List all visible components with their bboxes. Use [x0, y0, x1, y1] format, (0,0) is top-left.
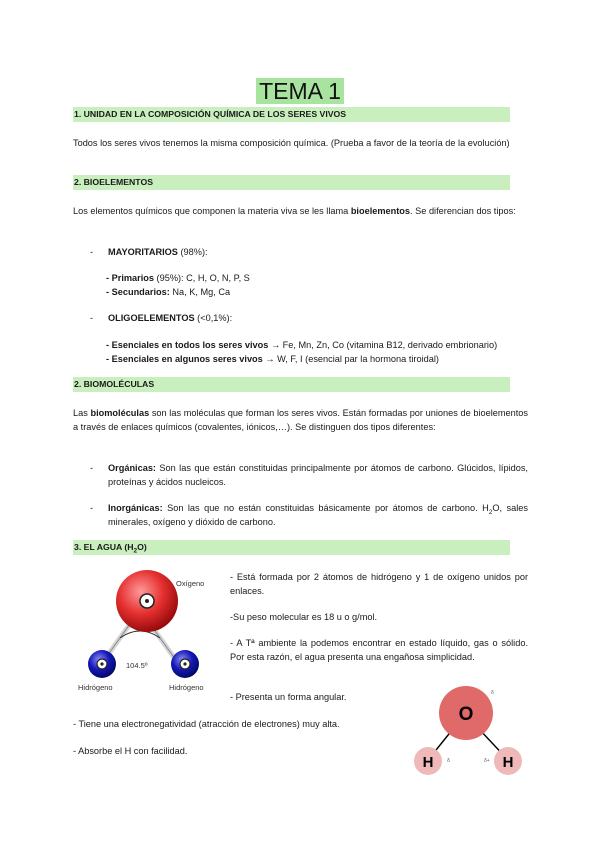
- section-heading-bioelementos: 2. BIOELEMENTOS: [73, 175, 510, 190]
- h-label-left: H: [422, 754, 434, 771]
- hydrogen-label-left: Hidrógeno: [78, 683, 113, 692]
- h-label-right: H: [502, 754, 514, 771]
- sec1-paragraph: Todos los seres vivos tenemos la misma composición química. (Prueba a favor de la teoría de la evolución): [73, 138, 510, 148]
- bullet-dash: -: [90, 463, 94, 473]
- agua-point-6: - Absorbe el H con facilidad.: [73, 746, 188, 756]
- inorganicas-item: Inorgánicas: Son las que no están constituidas básicamente por átomos de carbono. $H_2O$, sales minerales, oxígeno y dióxido de carbono.: [108, 503, 529, 527]
- oligoelementos-heading: OLIGOELEMENTOS (<0,1%):: [108, 313, 233, 323]
- o-label: O: [458, 704, 474, 725]
- esenciales-todos-line: - Esenciales en todos los seres vivos → Fe, Mn, Zn, Co (vitamina B12, derivado embrionario): [106, 340, 498, 350]
- agua-point-2: -Su peso molecular es 18 u o g/mol.: [230, 612, 378, 622]
- agua-point-3: - A Tª ambiente la podemos encontrar en estado líquido, gas o sólido. Por esta razón, el agua presenta una engañosa simplicidad.: [230, 638, 528, 662]
- partial-charge-h-left: δ: [447, 758, 450, 764]
- bullet-dash: -: [90, 503, 94, 513]
- partial-charge-h-right: δ+: [484, 758, 490, 764]
- secundarios-line: - Secundarios: Na, K, Mg, Ca: [106, 287, 231, 297]
- partial-charge-o: δ: [491, 690, 494, 696]
- agua-point-4: - Presenta un forma angular.: [230, 692, 347, 702]
- primarios-line: - Primarios (95%): C, H, O, N, P, S: [106, 273, 250, 283]
- esenciales-algunos-line: - Esenciales en algunos seres vivos → W, F, I (esencial par la hormona tiroidal): [106, 354, 439, 364]
- bullet-dash: -: [90, 247, 94, 257]
- section-heading-agua: 3. EL AGUA $(H_2O)$: [73, 540, 510, 555]
- angle-label: 104.5º: [126, 661, 148, 670]
- page-title: TEMA 1: [0, 76, 600, 106]
- mayoritarios-heading: MAYORITARIOS (98%):: [108, 247, 208, 257]
- agua-point-1: - Está formada por 2 átomos de hidrógeno y 1 de oxígeno unidos por enlaces.: [230, 572, 528, 596]
- water-molecule-ball-stick-figure: [68, 560, 228, 695]
- section-heading-unidad: 1. UNIDAD EN LA COMPOSICIÓN QUÍMICA DE LOS SERES VIVOS: [73, 107, 510, 122]
- section-heading-biomoleculas: 2. BIOMOLÉCULAS: [73, 377, 510, 392]
- bullet-dash: -: [90, 313, 94, 323]
- sec3-intro: Las biomoléculas son las moléculas que forman los seres vivos. Están formadas por uniones de bioelementos a través de enlaces químicos (covalentes, iónicos,…). Se distinguen dos tipos diferentes:: [73, 408, 528, 432]
- organicas-item: Orgánicas: Son las que están constituidas principalmente por átomos de carbono. Glúcidos, lípidos, proteínas y ácidos nucleicos.: [108, 463, 528, 487]
- sec2-intro: Los elementos químicos que componen la materia viva se les llama bioelementos. Se diferencian dos tipos:: [73, 206, 516, 216]
- hydrogen-label-right: Hidrógeno: [169, 683, 204, 692]
- oxygen-label: Oxígeno: [176, 579, 205, 588]
- agua-point-5: - Tiene una electronegatividad (atracción de electrones) muy alta.: [73, 719, 340, 729]
- water-molecule-simple-figure: [405, 682, 530, 778]
